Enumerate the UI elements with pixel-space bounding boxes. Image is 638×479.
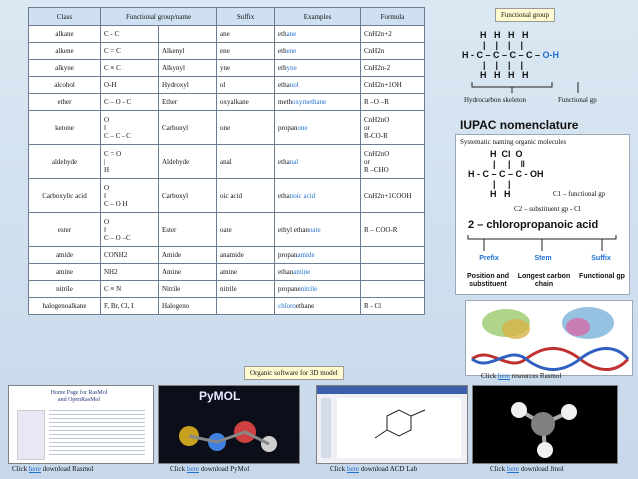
example-text: etha xyxy=(278,157,290,166)
table-row xyxy=(29,77,425,94)
iupac-prefix-head: Prefix xyxy=(479,255,499,262)
fg-label-skeleton: Hydrocarbon skeleton xyxy=(464,96,527,104)
formula-line: R – COO-R xyxy=(364,225,398,234)
example-text: ethane xyxy=(295,302,315,310)
example-text: eth xyxy=(278,47,287,55)
example-highlight: oate xyxy=(308,225,321,234)
table-row xyxy=(29,213,425,247)
cell-functional-group xyxy=(101,94,159,111)
cell-suffix: ol xyxy=(217,77,275,94)
functional-group-diagram xyxy=(450,24,620,112)
formula-line: R-CO-R xyxy=(364,131,388,140)
cell-prefix-name: Ether xyxy=(159,94,217,111)
cell-example xyxy=(275,111,361,145)
cell-formula xyxy=(361,145,425,179)
iupac-title: IUPAC nomenclature xyxy=(460,118,579,132)
functional-group-line: F, Br, Cl, I xyxy=(104,302,134,310)
cell-class: amide xyxy=(29,247,101,264)
cell-formula xyxy=(361,111,425,145)
cell-functional-group xyxy=(101,281,159,298)
cell-suffix: one xyxy=(217,111,275,145)
example-highlight: amine xyxy=(293,268,311,276)
functional-group-tag: Functional group xyxy=(495,8,555,22)
functional-group-line: C – C - C xyxy=(104,131,131,140)
cell-suffix: yne xyxy=(217,60,275,77)
rasmol-resources-link[interactable]: here xyxy=(497,372,510,380)
cell-class: alkane xyxy=(29,26,101,43)
cell-functional-group xyxy=(101,145,159,179)
formula-line: CnH2n+1COOH xyxy=(364,191,412,200)
example-text: ethyl ethan xyxy=(278,225,309,234)
rasmol-thumbnail[interactable] xyxy=(8,385,154,464)
rasmol-thumbnail-content xyxy=(49,410,145,458)
cell-suffix: nitrile xyxy=(217,281,275,298)
cell-class: amine xyxy=(29,264,101,281)
cell-functional-group xyxy=(101,179,159,213)
download-pymol-link[interactable]: here xyxy=(186,465,199,473)
cell-suffix: ene xyxy=(217,43,275,60)
cell-functional-group xyxy=(101,26,159,43)
cell-class: alkene xyxy=(29,43,101,60)
example-highlight: nol xyxy=(289,81,299,89)
cell-prefix-name: Alkynyl xyxy=(159,60,217,77)
example-highlight: nal xyxy=(289,157,299,166)
rasmol-resources-image[interactable] xyxy=(465,300,633,376)
cell-example xyxy=(275,281,361,298)
cell-example xyxy=(275,247,361,264)
download-rasmol-link[interactable]: here xyxy=(28,465,41,473)
example-text: propan xyxy=(278,123,298,132)
functional-group-line: NH2 xyxy=(104,268,118,276)
cell-prefix-name xyxy=(159,26,217,43)
functional-group-line: C – O - C xyxy=(104,98,132,106)
table-row xyxy=(29,94,425,111)
cell-class: ether xyxy=(29,94,101,111)
cell-formula xyxy=(361,94,425,111)
iupac-mol-row-4: | | xyxy=(493,179,511,189)
table-row xyxy=(29,179,425,213)
cell-prefix-name: Alkenyl xyxy=(159,43,217,60)
cell-class: ketone xyxy=(29,111,101,145)
functional-group-line: C = C xyxy=(104,47,121,55)
cell-suffix: ane xyxy=(217,26,275,43)
cell-formula xyxy=(361,281,425,298)
table-row xyxy=(29,111,425,145)
cell-class: ester xyxy=(29,213,101,247)
functional-group-line: C ≡ N xyxy=(104,285,122,293)
functional-group-line: C = O xyxy=(104,149,122,158)
cell-example xyxy=(275,145,361,179)
cell-formula xyxy=(361,247,425,264)
iupac-note-c2: C2 – substituent gp - Cl xyxy=(514,205,581,213)
functional-group-line: ǁ xyxy=(104,123,106,132)
cell-suffix: oic acid xyxy=(217,179,275,213)
download-jmol-link[interactable]: here xyxy=(506,465,519,473)
cell-class: alcohol xyxy=(29,77,101,94)
cell-functional-group xyxy=(101,111,159,145)
iupac-panel xyxy=(455,134,630,295)
cell-prefix-name: Halogeno xyxy=(159,298,217,315)
formula-line: CnH2n+2 xyxy=(364,30,392,38)
functional-group-table xyxy=(28,7,425,315)
cell-suffix: anal xyxy=(217,145,275,179)
functional-group-line: CONH2 xyxy=(104,251,128,259)
functional-group-line: H xyxy=(104,165,110,174)
cell-formula xyxy=(361,43,425,60)
iupac-suffix-head: Suffix xyxy=(591,255,611,262)
table-row xyxy=(29,298,425,315)
iupac-stem-head: Stem xyxy=(534,255,552,262)
cell-example xyxy=(275,94,361,111)
formula-line: R –O –R xyxy=(364,98,389,106)
rasmol-resources-caption: Click here resources Rasmol xyxy=(481,372,562,380)
pymol-thumbnail[interactable] xyxy=(158,385,300,464)
cell-formula xyxy=(361,60,425,77)
pymol-thumbnail-title: PyMOL xyxy=(199,389,241,403)
table-header-row xyxy=(29,8,425,26)
cell-example xyxy=(275,60,361,77)
example-highlight: one xyxy=(297,123,308,132)
cell-functional-group xyxy=(101,298,159,315)
jmol-molecule-illustration xyxy=(473,386,617,463)
table-row xyxy=(29,145,425,179)
acd-lab-canvas xyxy=(337,398,461,458)
rasmol-thumbnail-sidebar xyxy=(17,410,45,460)
caption-rasmol: Click here download Rasmol xyxy=(12,465,94,473)
cell-prefix-name: Hydroxyl xyxy=(159,77,217,94)
fg-row-1: H H H H xyxy=(480,30,529,40)
cell-formula xyxy=(361,298,425,315)
functional-group-line: O xyxy=(104,217,110,226)
acd-lab-thumbnail[interactable] xyxy=(316,385,468,464)
example-highlight: chloro xyxy=(278,302,296,310)
cell-example xyxy=(275,213,361,247)
example-text: propane xyxy=(278,285,301,293)
fg-row-2: | | | | xyxy=(483,40,524,50)
example-text: eth xyxy=(278,30,287,38)
cell-prefix-name: Carbonyl xyxy=(159,111,217,145)
cell-class: halogenoalkane xyxy=(29,298,101,315)
functional-group-line: O xyxy=(104,115,110,124)
example-highlight: oxymethane xyxy=(292,98,327,106)
table-row xyxy=(29,281,425,298)
cell-example xyxy=(275,179,361,213)
cell-formula xyxy=(361,179,425,213)
table-row xyxy=(29,60,425,77)
cell-functional-group xyxy=(101,247,159,264)
functional-group-line: C – O H xyxy=(104,199,128,208)
iupac-prefix-desc: Position and substituent xyxy=(467,273,509,288)
cell-example xyxy=(275,26,361,43)
cell-class: Carboxylic acid xyxy=(29,179,101,213)
cell-functional-group xyxy=(101,43,159,60)
example-text: propan xyxy=(278,251,298,259)
cell-prefix-name: Ester xyxy=(159,213,217,247)
acd-lab-titlebar xyxy=(317,386,467,394)
header-functional-group: Functional group/name xyxy=(101,8,217,26)
example-text: ethan xyxy=(278,268,294,276)
acd-lab-toolbar xyxy=(321,398,331,458)
iupac-mol-row-3: H - C – C – C - OH xyxy=(468,169,544,179)
functional-group-line: ǁ xyxy=(104,191,106,200)
cell-suffix: amine xyxy=(217,264,275,281)
example-highlight: ene xyxy=(286,47,297,55)
download-acd-lab-link[interactable]: here xyxy=(346,465,359,473)
cell-formula xyxy=(361,26,425,43)
iupac-brackets xyxy=(456,233,629,255)
functional-group-line: O xyxy=(104,183,110,192)
iupac-mol-row-1: H Cl O xyxy=(490,149,523,159)
functional-group-line: | xyxy=(104,157,106,166)
example-highlight: ane xyxy=(286,30,297,38)
cell-formula xyxy=(361,77,425,94)
cell-suffix: oate xyxy=(217,213,275,247)
example-text: etha xyxy=(278,191,290,200)
cell-formula xyxy=(361,213,425,247)
cell-suffix xyxy=(217,298,275,315)
fg-label-group: Functional gp xyxy=(558,96,597,104)
header-suffix: Suffix xyxy=(217,8,275,26)
formula-line: CnH2n-2 xyxy=(364,64,391,72)
formula-line: or xyxy=(364,123,370,132)
cell-class: alkyne xyxy=(29,60,101,77)
example-highlight: nitrile xyxy=(300,285,318,293)
table-row xyxy=(29,247,425,264)
functional-group-line: ǁ xyxy=(104,225,106,234)
formula-line: CnH2nO xyxy=(364,149,390,158)
example-highlight: noic acid xyxy=(289,191,316,200)
example-text: eth xyxy=(278,64,287,72)
rasmol-thumbnail-title: Home Page for RasMol and OpenRasMol xyxy=(50,390,108,403)
example-highlight: amide xyxy=(297,251,315,259)
cell-formula xyxy=(361,264,425,281)
cell-example xyxy=(275,77,361,94)
protein-dna-illustration xyxy=(466,301,632,375)
organic-software-tag: Organic software for 3D model xyxy=(244,366,344,380)
table-row xyxy=(29,26,425,43)
header-examples: Examples xyxy=(275,8,361,26)
iupac-mol-row-2: | | ǁ xyxy=(493,159,526,169)
table-row xyxy=(29,264,425,281)
cell-suffix: oxyalkane xyxy=(217,94,275,111)
iupac-note-c1: C1 – functional gp xyxy=(553,190,606,198)
formula-line: or xyxy=(364,157,370,166)
cell-prefix-name: Nitrile xyxy=(159,281,217,298)
cell-suffix: anamide xyxy=(217,247,275,264)
cell-example xyxy=(275,298,361,315)
fg-row-4: | | | | xyxy=(483,60,524,70)
caption-pymol: Click here download PyMol xyxy=(170,465,250,473)
header-class: Class xyxy=(29,8,101,26)
cell-functional-group xyxy=(101,264,159,281)
example-text: meth xyxy=(278,98,293,106)
header-formula: Formula xyxy=(361,8,425,26)
cell-prefix-name: Carboxyl xyxy=(159,179,217,213)
fg-row-3 xyxy=(462,50,559,60)
formula-line: R - Cl xyxy=(364,302,382,310)
cell-prefix-name: Amine xyxy=(159,264,217,281)
cell-prefix-name: Aldehyde xyxy=(159,145,217,179)
example-highlight: yne xyxy=(286,64,297,72)
formula-line: CnH2nO xyxy=(364,115,390,124)
cell-class: aldehyde xyxy=(29,145,101,179)
functional-group-line: C ≡ C xyxy=(104,64,121,72)
formula-line: R –CHO xyxy=(364,165,389,174)
cell-functional-group xyxy=(101,77,159,94)
formula-line: CnH2n+1OH xyxy=(364,81,402,89)
fg-brackets xyxy=(450,80,620,96)
cell-functional-group xyxy=(101,213,159,247)
example-text: etha xyxy=(278,81,290,89)
jmol-thumbnail[interactable] xyxy=(472,385,618,464)
functional-group-line: O-H xyxy=(104,81,117,89)
iupac-stem-desc: Longest carbon chain xyxy=(517,273,571,288)
cell-class: nitrile xyxy=(29,281,101,298)
fg-skeleton: H - C – C – C – C – xyxy=(462,50,543,60)
acd-lab-structure xyxy=(337,398,461,458)
cell-prefix-name: Amide xyxy=(159,247,217,264)
caption-acd-lab: Click here download ACD Lab xyxy=(330,465,418,473)
iupac-suffix-desc: Functional gp xyxy=(579,273,625,280)
cell-example xyxy=(275,264,361,281)
iupac-subtitle: Systematic naming organic molecules xyxy=(460,138,567,146)
functional-group-line: C - C xyxy=(104,30,120,38)
functional-group-line: C – O –C xyxy=(104,233,131,242)
formula-line: CnH2n xyxy=(364,47,385,55)
cell-functional-group xyxy=(101,60,159,77)
iupac-mol-row-5: H H xyxy=(490,189,511,199)
fg-row-5: H H H H xyxy=(480,70,529,80)
table-row xyxy=(29,43,425,60)
pymol-molecule-illustration xyxy=(159,386,299,463)
caption-jmol: Click here download Jmol xyxy=(490,465,564,473)
cell-example xyxy=(275,43,361,60)
iupac-compound-name: 2 – chloropropanoic acid xyxy=(468,219,599,231)
fg-oh: O-H xyxy=(542,50,560,60)
